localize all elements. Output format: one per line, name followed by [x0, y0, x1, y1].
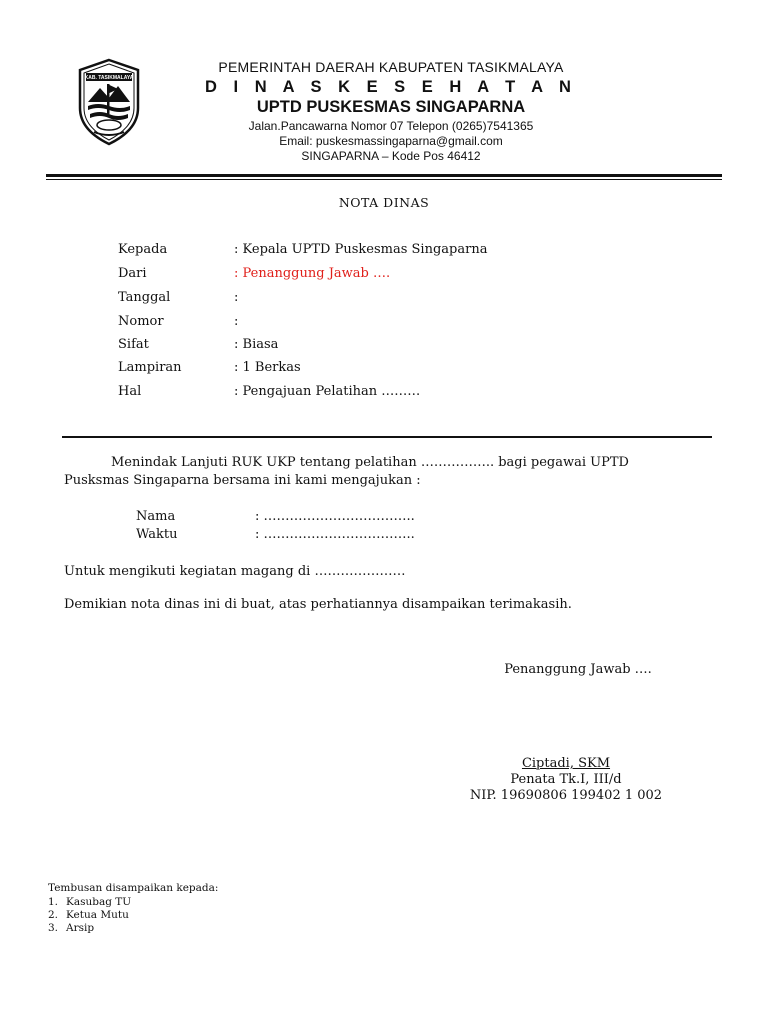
regency-logo [76, 58, 142, 146]
letterhead-government: PEMERINTAH DAERAH KABUPATEN TASIKMALAYA [218, 59, 564, 75]
letterhead-unit: UPTD PUSKESMAS SINGAPARNA [256, 98, 526, 116]
field-label-kepada: Kepada [118, 242, 168, 257]
letterhead-rule-thin [46, 179, 722, 180]
field-value-kepada: : Kepala UPTD Puskesmas Singaparna [234, 242, 488, 257]
signature-name: Ciptadi, SKM [521, 756, 611, 771]
cc-item-number: 1. [48, 896, 59, 908]
detail-label-waktu: Waktu [136, 527, 178, 542]
cc-item [48, 909, 129, 921]
logo-text: KAB. TASIKMALAYA [84, 75, 134, 81]
signature-role: Penanggung Jawab …. [504, 662, 652, 677]
detail-value-nama: : …………………………….. [255, 509, 415, 524]
signature-nip: NIP. 19690806 199402 1 002 [469, 788, 663, 803]
cc-item-text: Kasubag TU [66, 896, 132, 908]
field-label-nomor: Nomor [118, 314, 164, 329]
field-value-nomor: : [234, 314, 239, 329]
body-paragraph1-line2: Pusksmas Singaparna bersama ini kami mengajukan : [64, 473, 421, 488]
field-value-tanggal: : [234, 290, 239, 305]
body-paragraph1-line1: Menindak Lanjuti RUK UKP tentang pelatihan …………….. bagi pegawai UPTD [111, 455, 629, 470]
cc-item [48, 922, 94, 934]
body-paragraph3: Demikian nota dinas ini di buat, atas perhatiannya disampaikan terimakasih. [64, 597, 572, 612]
field-value-lampiran: : 1 Berkas [234, 360, 301, 375]
cc-item-number: 3. [48, 922, 59, 934]
signature-rank: Penata Tk.I, III/d [510, 772, 622, 787]
cc-item-text: Ketua Mutu [66, 909, 129, 921]
letterhead-rule-thick [46, 174, 722, 177]
body-paragraph2: Untuk mengikuti kegiatan magang di ………………… [64, 564, 406, 579]
document-title: NOTA DINAS [338, 195, 430, 210]
field-label-sifat: Sifat [118, 337, 149, 352]
field-label-lampiran: Lampiran [118, 360, 182, 375]
header-divider [62, 436, 712, 438]
field-value-hal: : Pengajuan Pelatihan ……… [234, 384, 421, 399]
field-label-dari: Dari [118, 266, 147, 281]
cc-title: Tembusan disampaikan kepada: [48, 882, 219, 894]
cc-item-text: Arsip [66, 922, 95, 934]
cc-item-number: 2. [48, 909, 59, 921]
field-label-hal: Hal [118, 384, 142, 399]
detail-value-waktu: : …………………………….. [255, 527, 415, 542]
letterhead-email: Email: puskesmassingaparna@gmail.com [279, 134, 503, 148]
detail-label-nama: Nama [136, 509, 176, 524]
cc-item [48, 896, 131, 908]
letterhead-address: Jalan.Pancawarna Nomor 07 Telepon (0265)7541365 [248, 119, 534, 133]
field-value-sifat: : Biasa [234, 337, 279, 352]
letterhead-city-postal: SINGAPARNA – Kode Pos 46412 [301, 149, 481, 163]
field-value-dari: : Penanggung Jawab …. [234, 266, 391, 281]
field-label-tanggal: Tanggal [118, 290, 171, 305]
letterhead-agency: D I N A S K E S E H A T A N [205, 78, 577, 96]
